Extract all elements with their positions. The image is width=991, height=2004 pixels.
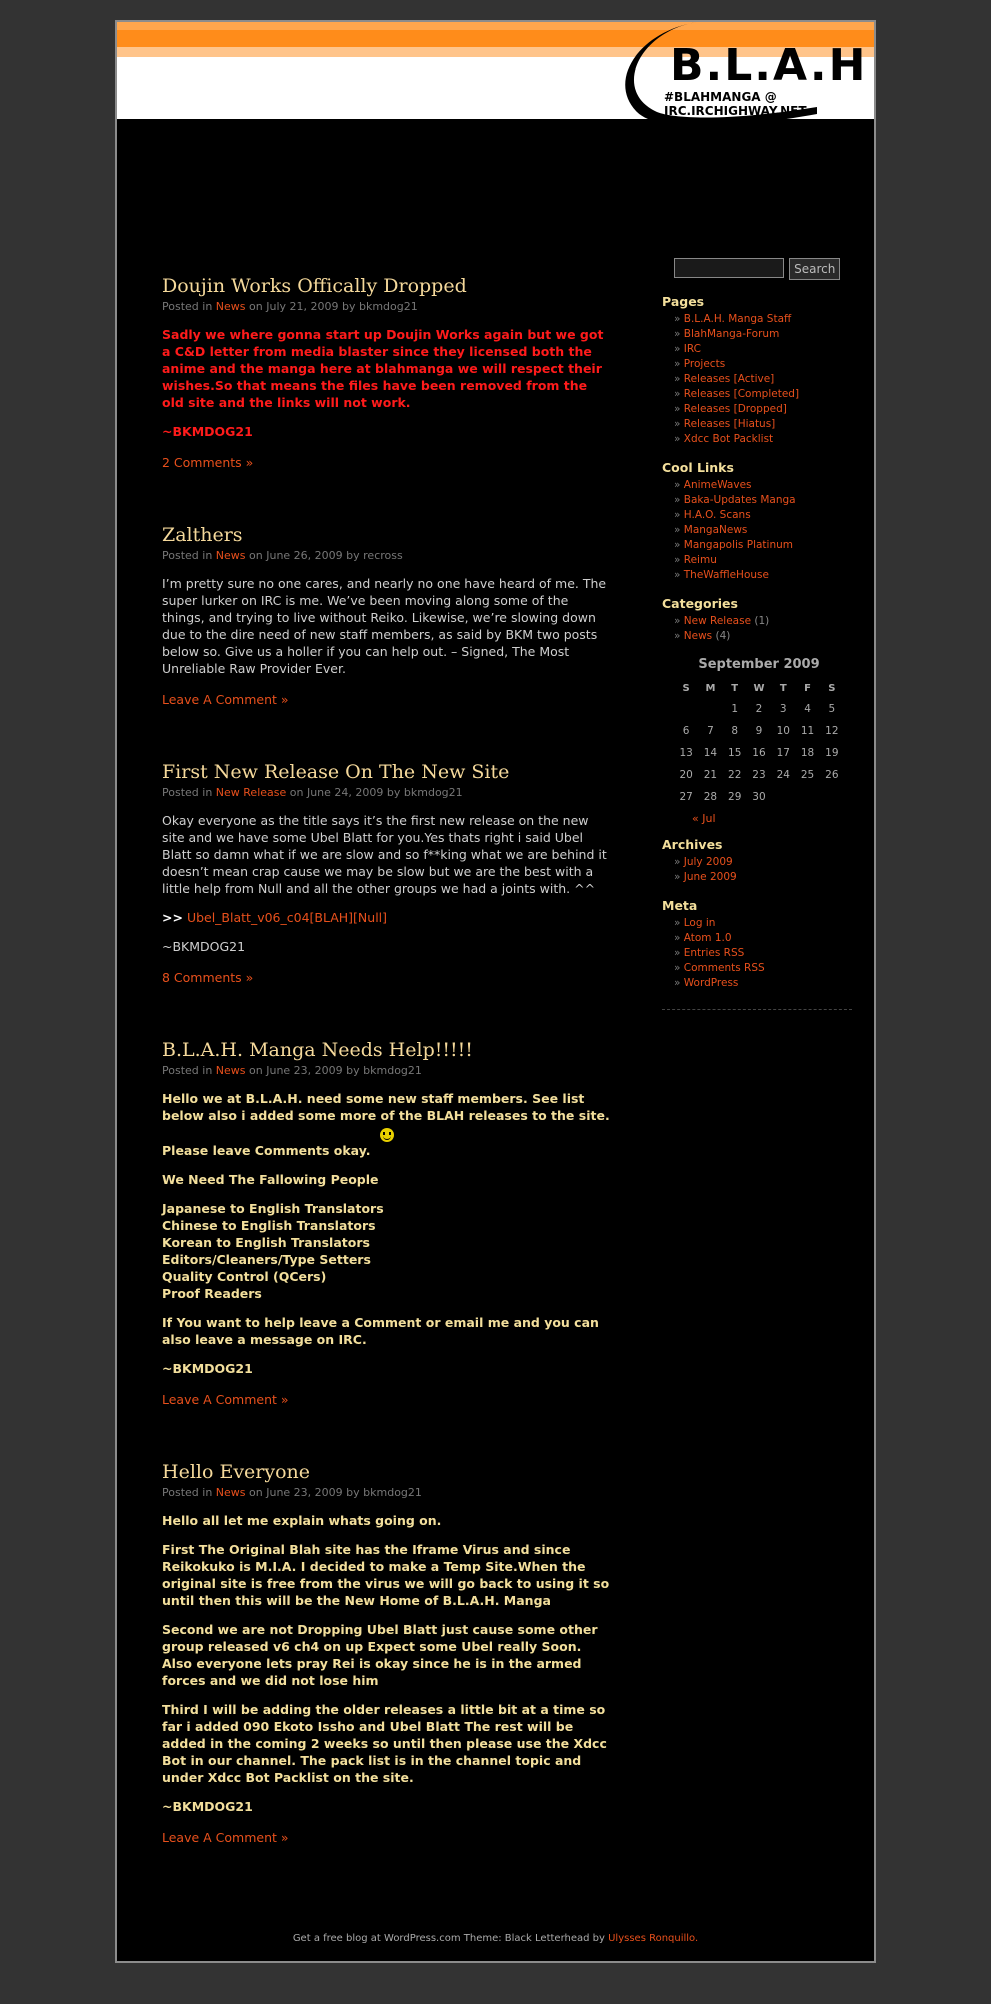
role-item: Chinese to English Translators [162,1218,376,1233]
calendar-day: 15 [728,747,742,759]
calendar-day: 24 [776,769,790,781]
calendar-day [698,698,722,720]
calendar-day-header: W [753,682,765,694]
page-link[interactable]: » Xdcc Bot Packlist [674,432,852,447]
logo-subtitle: #BLAHMANGA @ IRC.IRCHIGHWAY.NET [664,90,807,118]
page-link[interactable]: » IRC [674,342,852,357]
post-signature: ~BKMDOG21 [162,1361,253,1376]
calendar-day: 19 [825,747,839,759]
meta-link[interactable]: » Atom 1.0 [674,931,852,946]
logo-title[interactable]: B.L.A.H [670,40,868,91]
meta-heading: Meta [662,898,698,913]
calendar-table [674,678,844,808]
comments-link[interactable]: 8 Comments » [162,970,254,985]
calendar-day [674,698,698,720]
link-prefix: >> [162,910,183,925]
smile-line [162,1142,612,1159]
category-link[interactable]: New Release [683,615,752,627]
post-author: bkmdog21 [358,300,418,313]
category-count: (4) [715,630,731,642]
search-button[interactable]: Search [789,258,840,280]
post-paragraph: Hello we at B.L.A.H. need some new staff members. See list below also i added some more of the BLAH releases to the site. [162,1091,610,1123]
meta-link[interactable]: » Entries RSS [674,946,852,961]
calendar-day: 11 [800,725,815,737]
calendar-day: 7 [707,725,714,737]
cool-link[interactable]: » MangaNews [674,523,852,538]
calendar-day-header: S [828,682,836,694]
smile-text: Please leave Comments okay. [162,1143,371,1158]
calendar-day: 28 [703,791,718,803]
post-paragraph: Okay everyone as the title says it’s the first new release on the new site and we have some Ubel Blatt for you.Yes thats right i said Ubel Blatt so damn what if we are slow and so f**king what we are behind it doesn’t mean crap cause we may be slow but we are the best with a little help from Null and all the other groups we had a joints with. ^^ [162,813,607,896]
post-title[interactable]: Zalthers [162,524,243,546]
role-item: Korean to English Translators [162,1235,370,1250]
footer-author-link[interactable]: Ulysses Ronquillo. [608,1933,699,1944]
calendar-day: 5 [828,703,836,715]
category-count: (1) [754,615,770,627]
need-heading: We Need The Fallowing People [162,1172,379,1187]
footer-text: Get a free blog at WordPress.com Theme: Black Letterhead by [292,1933,605,1944]
role-item: Quality Control (QCers) [162,1269,327,1284]
page-link[interactable]: » Releases [Dropped] [674,402,852,417]
calendar-day-header: T [731,682,739,694]
calendar-day: 14 [703,747,718,759]
calendar-day-header: S [682,682,690,694]
post-author: bkmdog21 [403,786,463,799]
page-link[interactable]: » Releases [Hiatus] [674,417,852,432]
page-link[interactable]: » B.L.A.H. Manga Staff [674,312,852,327]
cool-link[interactable]: » TheWaffleHouse [674,568,852,583]
calendar-day: 16 [752,747,766,759]
calendar-day-header: M [705,682,716,694]
calendar-day [820,786,844,808]
role-item: Japanese to English Translators [162,1201,384,1216]
categories-heading: Categories [662,596,738,611]
post [162,523,612,708]
meta-list [662,916,852,991]
post-author: recross [363,549,403,562]
calendar-day: 23 [752,769,766,781]
post-author: bkmdog21 [363,1486,422,1499]
calendar-day: 18 [800,747,815,759]
cool-links-list [662,478,852,583]
calendar [674,657,844,825]
page-link[interactable]: » Releases [Active] [674,372,852,387]
page-link[interactable]: » BlahManga-Forum [674,327,852,342]
smiley-icon [380,1128,394,1142]
pages-heading: Pages [662,294,705,309]
main-content [162,252,612,1898]
role-item: Editors/Cleaners/Type Setters [162,1252,371,1267]
calendar-day: 13 [679,747,693,759]
archives-heading: Archives [662,837,723,852]
post-category-link[interactable]: News [215,549,246,562]
post-paragraph: First The Original Blah site has the Iframe Virus and since Reikokuko is M.I.A. I decided to make a Temp Site.When the original site is free from the virus we will go back to using it so until then this will be the New Home of B.L.A.H. Manga [162,1542,610,1608]
meta-prefix: Posted in [162,549,213,562]
post-signature: ~BKMDOG21 [162,1799,253,1814]
post-category-link[interactable]: News [215,1486,246,1499]
calendar-day: 9 [755,725,763,737]
comments-link[interactable]: Leave A Comment » [162,1392,289,1407]
post [162,760,612,986]
post-meta [162,786,612,800]
sidebar-divider [662,1009,852,1010]
meta-prefix: Posted in [162,1064,213,1077]
cool-link[interactable]: » Reimu [674,553,852,568]
cool-link[interactable]: » Mangapolis Platinum [674,538,852,553]
calendar-day: 30 [752,791,766,803]
post-title[interactable]: Doujin Works Offically Dropped [162,275,467,297]
comments-link[interactable]: Leave A Comment » [162,1830,289,1845]
meta-link[interactable]: » WordPress [674,976,852,991]
post-meta [162,1486,612,1500]
post-paragraph: Second we are not Dropping Ubel Blatt just cause some other group released v6 ch4 on up Expect some Ubel really Soon. Also everyone lets pray Rei is okay since he is in the armed forces and we did not lose him [162,1622,598,1688]
post-title[interactable]: Hello Everyone [162,1461,311,1483]
pages-list [662,312,852,447]
post [162,1038,612,1408]
calendar-day: 22 [728,769,742,781]
archive-link[interactable]: » July 2009 [674,855,852,870]
calendar-day: 12 [825,725,839,737]
calendar-day [795,786,819,808]
category-link[interactable]: News [683,630,713,642]
meta-date: on June 23, 2009 by [249,1064,360,1077]
post-category-link[interactable]: New Release [215,786,287,799]
calendar-day: 10 [776,725,790,737]
calendar-day: 20 [679,769,693,781]
release-download-link[interactable]: Ubel_Blatt_v06_c04[BLAH][Null] [186,910,388,925]
meta-date: on July 21, 2009 by [249,300,356,313]
sidebar [662,258,852,1010]
post [162,1460,612,1846]
calendar-day: 2 [755,703,763,715]
post-paragraph: Third I will be adding the older releases a little bit at a time so far i added 090 Ekoto Issho and Ubel Blatt The rest will be added in the coming 2 weeks so until then please use the Xdcc Bot in our channel. The pack list is in the channel topic and under Xdcc Bot Packlist on the site. [162,1702,607,1785]
calendar-day-header: F [804,682,811,694]
calendar-prev-month-link[interactable]: « Jul [692,812,716,825]
page-link[interactable]: » Projects [674,357,852,372]
post-meta [162,1064,612,1078]
calendar-day: 25 [800,769,815,781]
comments-link[interactable]: 2 Comments » [162,455,254,470]
calendar-caption: September 2009 [698,657,820,672]
role-item: Proof Readers [162,1286,262,1301]
site-header[interactable] [117,22,874,119]
post-paragraph: Sadly we where gonna start up Doujin Works again but we got a C&D letter from media blaster since they licensed both the anime and the manga here at blahmanga we will respect their wishes.So that means the files have been removed from the old site and the links will not work. [162,327,604,410]
post-meta [162,300,612,314]
meta-prefix: Posted in [162,300,213,313]
archive-link[interactable]: » June 2009 [674,870,852,885]
post-signature: ~BKMDOG21 [162,939,246,954]
page-link[interactable]: » Releases [Completed] [674,387,852,402]
roles-list [162,1200,612,1302]
post-signature: ~BKMDOG21 [162,424,253,439]
calendar-day: 17 [776,747,790,759]
calendar-day: 21 [703,769,718,781]
calendar-day: 29 [728,791,742,803]
category-item[interactable] [674,614,852,629]
post-category-link[interactable]: News [215,1064,246,1077]
post-paragraph: I’m pretty sure no one cares, and nearly no one have heard of me. The super lurker on IRC is me. We’ve been moving along some of the things, and trying to live without Reiko. Likewise, we’re slowing down due to the dire need of new staff members, as said by BKM two posts below so. Give us a holler if you can help out. – Signed, The Most Unreliable Raw Provider Ever. [162,576,607,676]
meta-link[interactable]: » Comments RSS [674,961,852,976]
calendar-day: 26 [825,769,839,781]
calendar-day: 27 [679,791,693,803]
post-title[interactable]: B.L.A.H. Manga Needs Help!!!!! [162,1039,473,1061]
cool-link[interactable]: » AnimeWaves [674,478,852,493]
meta-prefix: Posted in [162,786,213,799]
post-paragraph: Hello all let me explain whats going on. [162,1513,442,1528]
calendar-day: 3 [779,703,787,715]
site-footer [117,1933,874,1944]
cool-links-heading: Cool Links [662,460,734,475]
calendar-day-header: T [779,682,787,694]
download-line [162,909,612,926]
calendar-day [771,786,795,808]
category-item[interactable] [674,629,852,644]
archives-list [662,855,852,885]
search-form [674,258,852,280]
meta-date: on June 24, 2009 by [289,786,401,799]
calendar-day: 6 [682,725,690,737]
post-paragraph: If You want to help leave a Comment or email me and you can also leave a message on IRC. [162,1315,599,1347]
post-meta [162,549,612,563]
calendar-day: 1 [731,703,739,715]
calendar-day: 8 [731,725,739,737]
post [162,274,612,471]
page-container [115,20,876,1963]
post-author: bkmdog21 [363,1064,422,1077]
meta-date: on June 23, 2009 by [249,1486,360,1499]
post-title[interactable]: First New Release On The New Site [162,761,510,783]
comments-link[interactable]: Leave A Comment » [162,692,289,707]
cool-link[interactable]: » H.A.O. Scans [674,508,852,523]
post-category-link[interactable]: News [215,300,246,313]
categories-list [662,614,852,644]
search-input[interactable] [674,258,784,278]
cool-link[interactable]: » Baka-Updates Manga [674,493,852,508]
meta-prefix: Posted in [162,1486,213,1499]
calendar-day: 4 [804,703,811,715]
meta-link[interactable]: » Log in [674,916,852,931]
meta-date: on June 26, 2009 by [249,549,360,562]
